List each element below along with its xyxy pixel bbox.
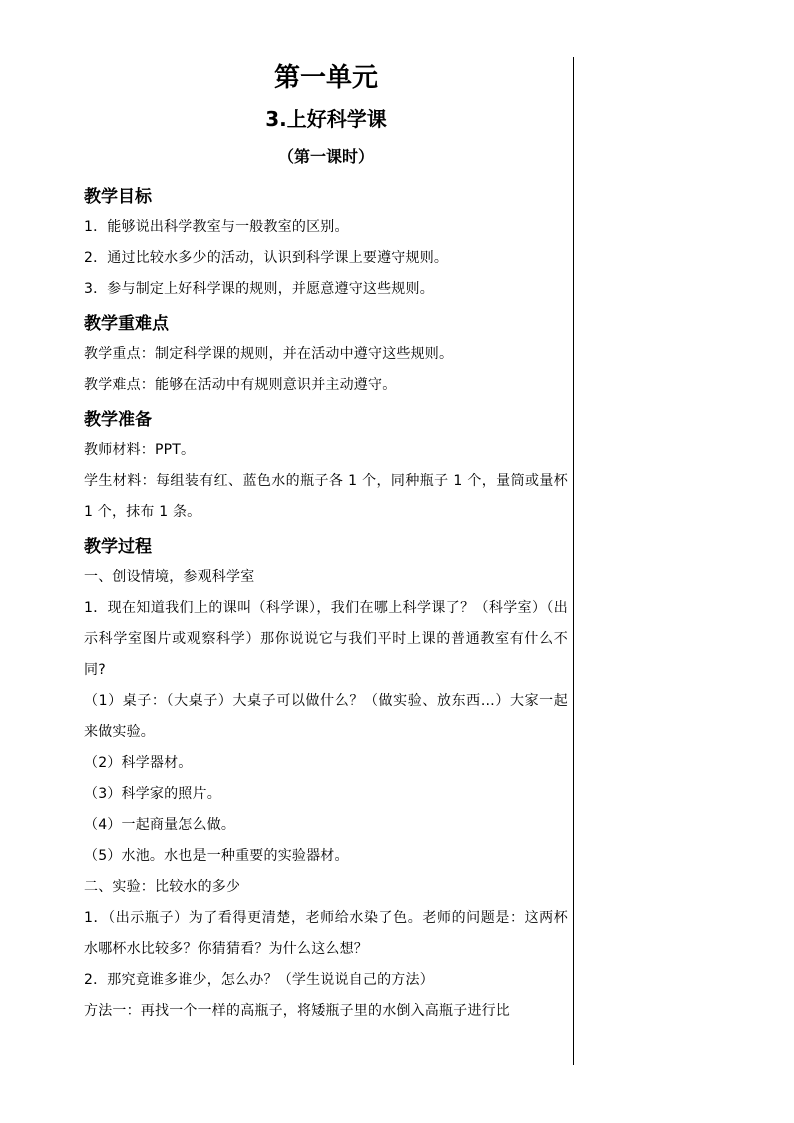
section-heading-process: 教学过程 bbox=[84, 537, 152, 557]
section-heading-preparation: 教学准备 bbox=[84, 410, 152, 430]
process-item: （4）一起商量怎么做。 bbox=[84, 817, 236, 833]
document-content bbox=[84, 58, 568, 1027]
process-item: 1．现在知道我们上的课叫（科学课），我们在哪上科学课了？（科学室）（出示科学室图片或观察科学）那你说说它与我们平时上课的普通教室有什么不同? bbox=[84, 600, 568, 678]
objective-item: 3．参与制定上好科学课的规则，并愿意遵守这些规则。 bbox=[84, 281, 434, 297]
process-item: 1．（出示瓶子）为了看得更清楚，老师给水染了色。老师的问题是：这两杯水哪杯水比较多？你猜猜看？为什么这么想？ bbox=[84, 910, 568, 957]
preparation-item: 学生材料：每组装有红、蓝色水的瓶子各 1 个，同种瓶子 1 个，量筒或量杯 1 个，抹布 1 条。 bbox=[84, 473, 568, 520]
process-item: （2）科学器材。 bbox=[84, 755, 193, 771]
lesson-period: （第一课时） bbox=[277, 147, 374, 166]
process-item: 2．那究竟谁多谁少，怎么办？（学生说说自己的方法） bbox=[84, 972, 434, 988]
key-point-item: 教学难点：能够在活动中有规则意识并主动遵守。 bbox=[84, 377, 397, 393]
preparation-item: 教师材料：PPT。 bbox=[84, 442, 196, 458]
process-item: （3）科学家的照片。 bbox=[84, 786, 221, 802]
section-heading-objectives: 教学目标 bbox=[84, 187, 152, 207]
process-item: （5）水池。水也是一种重要的实验器材。 bbox=[84, 848, 349, 864]
section-heading-key-points: 教学重难点 bbox=[84, 314, 169, 334]
process-item: （1）桌子：（大桌子）大桌子可以做什么？（做实验、放东西…）大家一起来做实验。 bbox=[84, 693, 568, 740]
page-margin-rule bbox=[573, 57, 574, 1065]
process-step-heading: 二、实验：比较水的多少 bbox=[84, 879, 241, 895]
objective-item: 1．能够说出科学教室与一般教室的区别。 bbox=[84, 219, 349, 235]
unit-title: 第一单元 bbox=[273, 63, 378, 93]
key-point-item: 教学重点：制定科学课的规则，并在活动中遵守这些规则。 bbox=[84, 346, 454, 362]
objective-item: 2．通过比较水多少的活动，认识到科学课上要遵守规则。 bbox=[84, 250, 449, 266]
process-item: 方法一：再找一个一样的高瓶子，将矮瓶子里的水倒入高瓶子进行比 bbox=[84, 1003, 510, 1019]
process-step-heading: 一、创设情境，参观科学室 bbox=[84, 569, 255, 585]
lesson-title: 3.上好科学课 bbox=[265, 107, 387, 131]
